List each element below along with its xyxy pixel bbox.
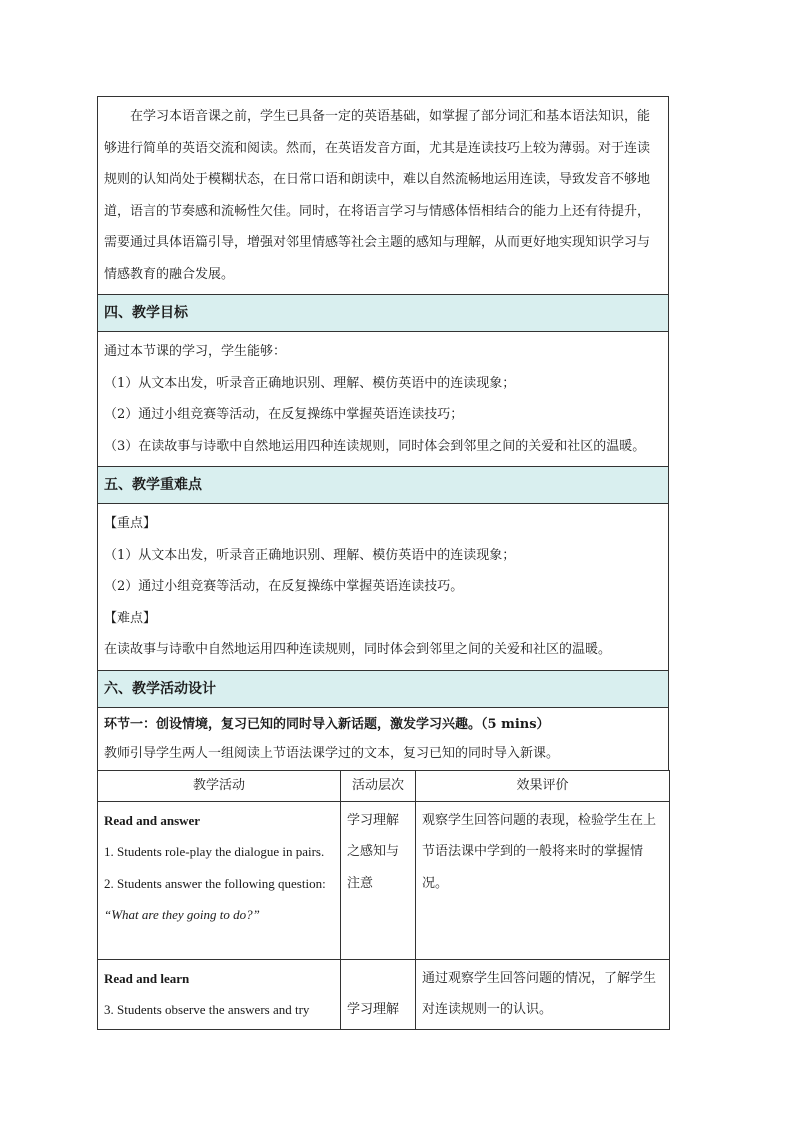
column-header-activity: 教学活动 (98, 770, 341, 801)
activity-table (97, 770, 670, 1030)
stage-title: 环节一：创设情境，复习已知的同时导入新话题，激发学习兴趣。（5 mins） (104, 716, 550, 732)
stage-intro (98, 708, 668, 770)
lesson-plan-document (97, 96, 669, 1030)
stage-description: 教师引导学生两人一组阅读上节语法课学过的文本，复习已知的同时导入新课。 (104, 745, 560, 761)
difficult-point-label: 【难点】 (104, 610, 157, 626)
column-header-evaluation: 效果评价 (416, 770, 670, 801)
evaluation-cell: 通过观察学生回答问题的情况，了解学生对连读规则一的认识。 (416, 959, 670, 1029)
objectives-intro: 通过本节课的学习，学生能够： (104, 344, 287, 359)
section-header-key-points: 五、教学重难点 (98, 467, 668, 504)
section-header-activity-design: 六、教学活动设计 (98, 671, 668, 708)
activity-title: Read and learn (104, 970, 190, 986)
activity-step: 3. Students observe the answers and try (104, 1002, 310, 1017)
section-header-objectives: 四、教学目标 (98, 295, 668, 332)
activity-table-header-row (98, 770, 670, 801)
level-text: 学习理解 (347, 1002, 400, 1017)
activity-cell (98, 959, 341, 1029)
activity-step-text: 2. Students answer the following question: (104, 875, 326, 891)
key-point-label: 【重点】 (104, 516, 157, 531)
lesson-plan-frame (97, 96, 669, 770)
table-row (98, 959, 670, 1029)
key-point-item: （1）从文本出发，听录音正确地识别、理解、模仿英语中的连读现象； (104, 547, 516, 563)
table-row (98, 801, 670, 959)
objective-item: （3）在读故事与诗歌中自然地运用四种连读规则，同时体会到邻里之间的关爱和社区的温暖。 (104, 438, 646, 454)
key-point-item: （2）通过小组竞赛等活动，在反复操练中掌握英语连读技巧。 (104, 579, 464, 594)
activity-question: “What are they going to do?” (104, 907, 260, 922)
level-cell (341, 959, 416, 1029)
objective-item: （2）通过小组竞赛等活动，在反复操练中掌握英语连读技巧； (104, 407, 464, 422)
evaluation-cell: 观察学生回答问题的表现，检验学生在上节语法课中学到的一般将来时的掌握情况。 (416, 801, 670, 959)
activity-step: 1. Students role-play the dialogue in pairs. (104, 844, 325, 859)
difficult-point-text: 在读故事与诗歌中自然地运用四种连读规则，同时体会到邻里之间的关爱和社区的温暖。 (104, 642, 612, 657)
objectives-body (98, 332, 668, 467)
activity-title: Read and answer (104, 812, 201, 828)
student-analysis-paragraph: 在学习本语音课之前，学生已具备一定的英语基础，如掌握了部分词汇和基本语法知识，能够进行简单的英语交流和阅读。然而，在英语发音方面，尤其是连读技巧上较为薄弱。对于连读规则的认知尚处于模糊状态，在日常口语和朗读中，难以自然流畅地运用连读，导致发音不够地道，语言的节奏感和流畅性欠佳。同时，在将语言学习与情感体悟相结合的能力上还有待提升，需要通过具体语篇引导，增强对邻里情感等社会主题的感知与理解，从而更好地实现知识学习与情感教育的融合发展。 (98, 97, 668, 295)
level-cell: 学习理解之感知与注意 (341, 801, 416, 959)
objective-item: （1）从文本出发，听录音正确地识别、理解、模仿英语中的连读现象； (104, 375, 516, 391)
column-header-level: 活动层次 (341, 770, 416, 801)
activity-step (104, 868, 334, 931)
activity-cell (98, 801, 341, 959)
key-points-body (98, 504, 668, 671)
